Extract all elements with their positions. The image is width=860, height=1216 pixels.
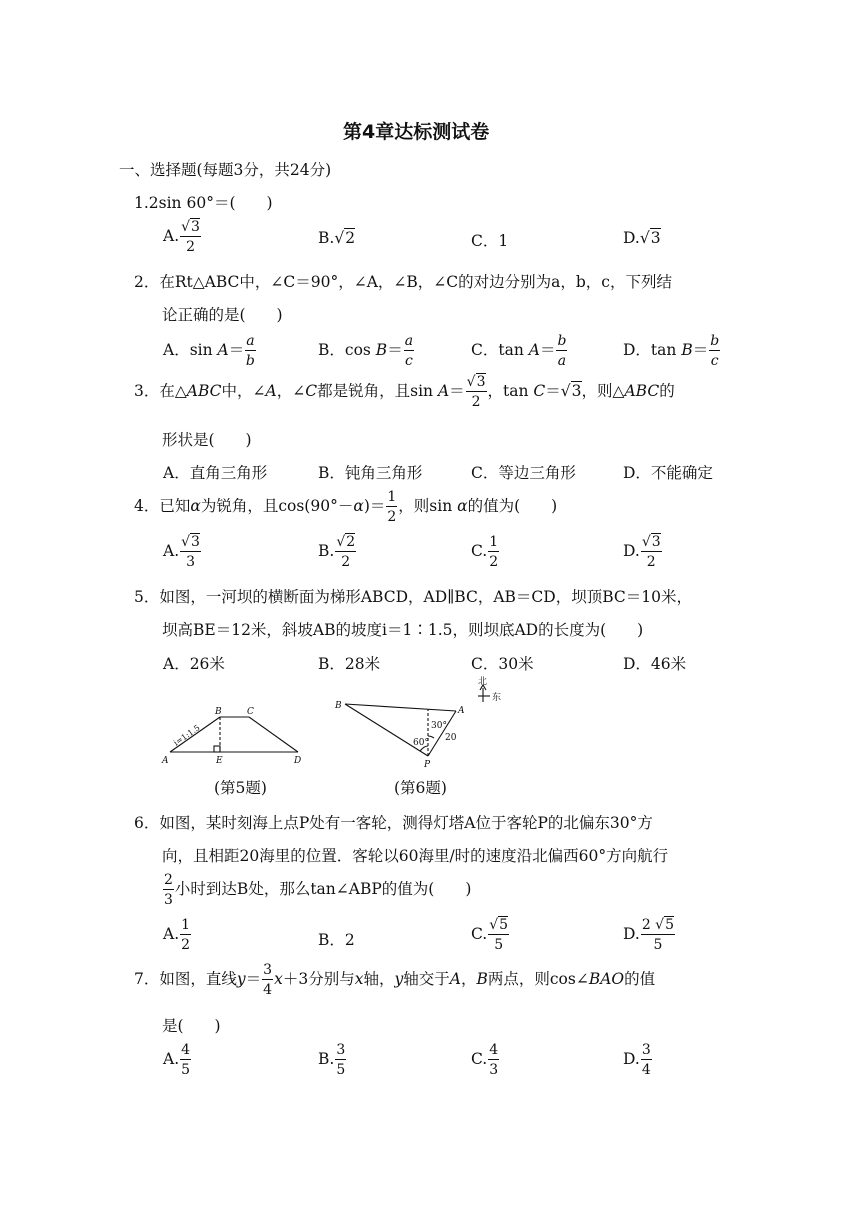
question-4-stem: 4．已知α为锐角，且cos(90°－α)＝ $\frac{1}{2}$ ，则sin α的值为( ) (134, 489, 558, 525)
q5-option-c[interactable]: C．30米 (471, 655, 534, 673)
question-7-line2: 是( ) (162, 1017, 221, 1035)
page-title: 第4章达标测试卷 (343, 121, 490, 143)
figure-6-triangle (330, 676, 510, 772)
question-5-line2: 坝高BE＝12米，斜坡AB的坡度i＝1∶1.5，则坝底AD的长度为( ) (162, 621, 644, 639)
svg-text:A: A (162, 756, 169, 766)
q7-option-c[interactable]: C. $\frac{4}{3}$ (471, 1042, 499, 1078)
question-3-line1: 3．在△ABC中，∠A，∠C都是锐角，且sin A＝ $\frac{√3}{2}$ ，tan C＝√3，则△ABC的 (134, 374, 675, 410)
q3-option-d[interactable]: D．不能确定 (623, 464, 713, 482)
q4-option-d[interactable]: D. $\frac{√3}{2}$ (623, 534, 661, 570)
section-heading: 一、选择题(每题3分，共24分) (119, 161, 332, 179)
figure-6-caption: (第6题) (394, 779, 447, 797)
svg-text:B: B (215, 707, 222, 717)
q1-option-c[interactable]: C．1 (471, 232, 509, 250)
question-3-line2: 形状是( ) (162, 431, 252, 449)
svg-text:A: A (458, 706, 465, 716)
q6-option-a[interactable]: A. $\frac{1}{2}$ (163, 917, 191, 953)
q6-option-c[interactable]: C. $\frac{√5}{5}$ (471, 917, 509, 953)
q6-option-b[interactable]: B．2 (318, 931, 355, 949)
question-2-line1: 2．在Rt△ABC中，∠C＝90°，∠A，∠B，∠C的对边分别为a，b，c，下列结 (134, 273, 672, 291)
q3-option-b[interactable]: B．钝角三角形 (318, 464, 423, 482)
q5-option-d[interactable]: D．46米 (623, 655, 687, 673)
question-2-line2: 论正确的是( ) (162, 306, 283, 324)
q7-option-a[interactable]: A. $\frac{4}{5}$ (163, 1042, 191, 1078)
q1-option-b[interactable]: B.√2 (318, 229, 356, 247)
svg-text:P: P (424, 760, 431, 770)
question-6-line2: 向，且相距20海里的位置．客轮以60海里/时的速度沿北偏西60°方向航行 (162, 847, 669, 865)
question-1-stem: 1.2sin 60°＝( ) (134, 194, 273, 212)
q3-option-a[interactable]: A．直角三角形 (163, 464, 268, 482)
q4-option-a[interactable]: A. $\frac{√3}{3}$ (163, 534, 200, 570)
svg-text:i=1:1.5: i=1:1.5 (171, 723, 202, 748)
q6-option-d[interactable]: D. $\frac{2 √5}{5}$ (623, 917, 675, 953)
question-6-line1: 6．如图，某时刻海上点P处有一客轮，测得灯塔A位于客轮P的北偏东30°方 (134, 814, 653, 832)
q5-option-a[interactable]: A．26米 (163, 655, 225, 673)
q3-option-c[interactable]: C．等边三角形 (471, 464, 576, 482)
q7-option-b[interactable]: B. $\frac{3}{5}$ (318, 1042, 346, 1078)
svg-text:60°: 60° (413, 738, 429, 748)
question-6-line3: $\frac{2}{3}$ 小时到达B处，那么tan∠ABP的值为( ) (164, 872, 472, 908)
svg-text:30°: 30° (431, 721, 447, 731)
svg-text:E: E (216, 756, 223, 766)
figure-5-trapezoid (158, 700, 308, 770)
q4-option-c[interactable]: C. $\frac{1}{2}$ (471, 534, 499, 570)
question-7-line1: 7．如图，直线y＝ $\frac{3}{4}$ x＋3分别与x轴，y轴交于A，B两点，则cos∠BAO的值 (134, 962, 656, 998)
q2-option-a[interactable]: A．sin A＝ $\frac{a}{b}$ (163, 333, 255, 369)
q2-option-c[interactable]: C．tan A＝ $\frac{b}{a}$ (471, 333, 567, 369)
figure-5-caption: (第5题) (214, 779, 267, 797)
svg-text:D: D (294, 756, 302, 766)
svg-text:C: C (247, 707, 254, 717)
svg-text:北: 北 (478, 677, 488, 687)
q4-option-b[interactable]: B. $\frac{√2}{2}$ (318, 534, 356, 570)
svg-text:20: 20 (445, 733, 457, 743)
svg-text:东: 东 (492, 693, 502, 703)
q2-option-b[interactable]: B．cos B＝ $\frac{a}{c}$ (318, 333, 414, 369)
svg-text:B: B (335, 701, 342, 711)
q5-option-b[interactable]: B．28米 (318, 655, 381, 673)
q7-option-d[interactable]: D. $\frac{3}{4}$ (623, 1042, 651, 1078)
q2-option-d[interactable]: D．tan B＝ $\frac{b}{c}$ (623, 333, 720, 369)
q1-option-d[interactable]: D.√3 (623, 229, 661, 247)
q1-option-a[interactable]: A. $\frac{√3}{2}$ (163, 219, 200, 255)
question-5-line1: 5．如图，一河坝的横断面为梯形ABCD，AD∥BC，AB＝CD，坝顶BC＝10米， (134, 588, 692, 606)
